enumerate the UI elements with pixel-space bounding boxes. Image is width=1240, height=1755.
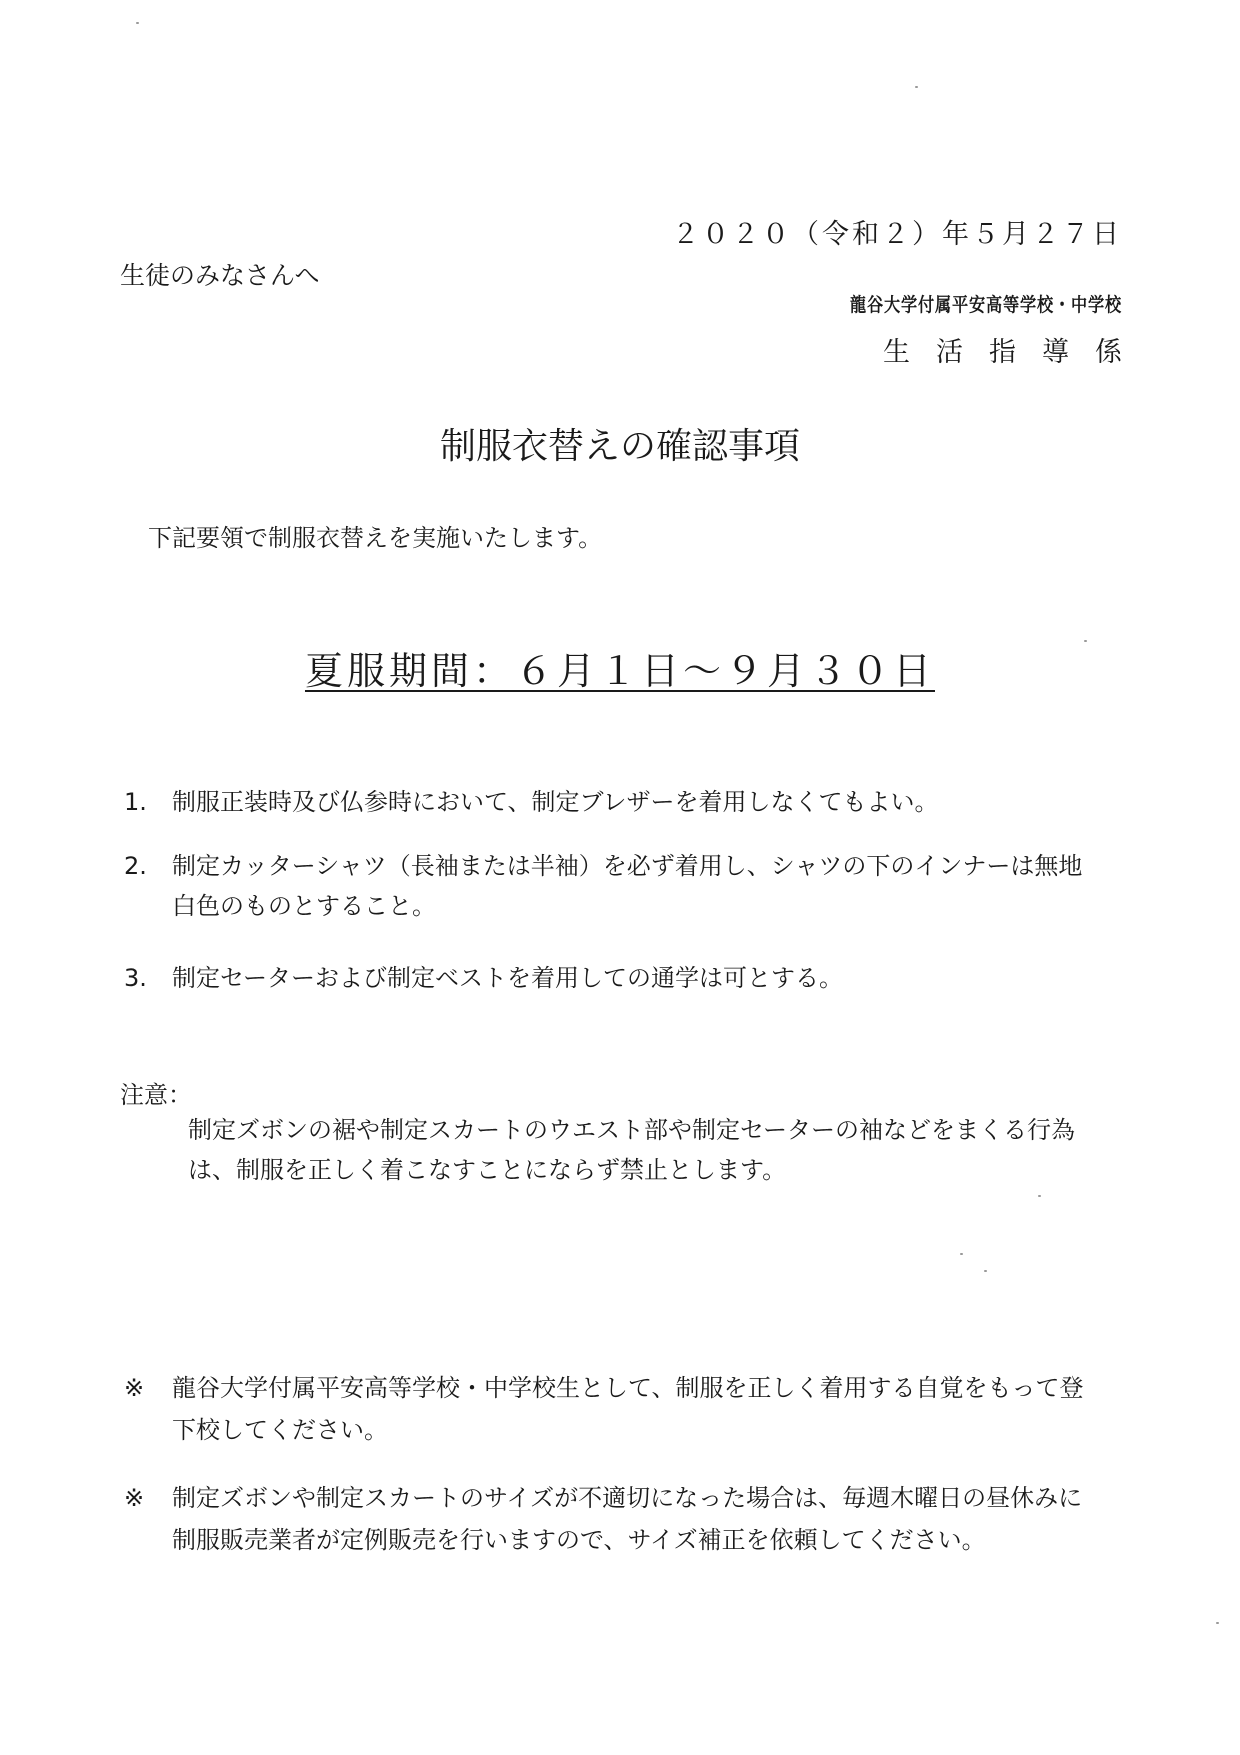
item-text-continued: 白色のものとすること。 xyxy=(172,892,436,920)
scan-speck xyxy=(960,1253,963,1255)
reference-mark: ※ xyxy=(124,1374,145,1402)
item-text: 制定セーターおよび制定ベストを着用しての通学は可とする。 xyxy=(172,964,844,992)
remark-text: 制定ズボンや制定スカートのサイズが不適切になった場合は、毎週木曜日の昼休みに xyxy=(172,1484,1083,1512)
list-item xyxy=(124,846,1124,926)
remark-text-continued: 制服販売業者が定例販売を行いますので、サイズ補正を依頼してください。 xyxy=(172,1526,986,1554)
intro-text: 下記要領で制服衣替えを実施いたします。 xyxy=(148,524,603,552)
scan-speck xyxy=(1038,1195,1041,1197)
scan-speck xyxy=(984,1270,987,1272)
item-text: 制服正装時及び仏参時において、制定ブレザーを着用しなくてもよい。 xyxy=(172,788,939,816)
note-line: 制定ズボンの裾や制定スカートのウエスト部や制定セーターの袖などをまくる行為 xyxy=(188,1116,1076,1144)
item-number: 2. xyxy=(124,852,147,880)
department: 生活指導係 xyxy=(883,337,1148,368)
remark-item xyxy=(124,1367,1124,1451)
note-body xyxy=(188,1110,1128,1190)
document-date: ２０２０（令和２）年５月２７日 xyxy=(672,219,1122,250)
list-item xyxy=(124,958,1124,998)
scan-speck xyxy=(136,22,139,24)
scan-speck xyxy=(1216,1622,1219,1624)
item-number: 3. xyxy=(124,964,147,992)
scan-speck xyxy=(1084,640,1087,642)
remark-item xyxy=(124,1477,1124,1561)
list-item xyxy=(124,782,1124,822)
document-title: 制服衣替えの確認事項 xyxy=(439,426,800,467)
school-name: 龍谷大学付属平安高等学校・中学校 xyxy=(849,294,1122,316)
remark-text: 龍谷大学付属平安高等学校・中学校生として、制服を正しく着用する自覚をもって登 xyxy=(172,1374,1084,1402)
scan-speck xyxy=(915,86,918,88)
item-text: 制定カッターシャツ（長袖または半袖）を必ず着用し、シャツの下のインナーは無地 xyxy=(172,852,1083,880)
summer-uniform-period xyxy=(0,640,1240,695)
remark-text-continued: 下校してください。 xyxy=(172,1416,388,1444)
note-label: 注意： xyxy=(120,1081,192,1109)
period-text: 夏服期間：６月１日～９月３０日 xyxy=(304,649,935,693)
reference-mark: ※ xyxy=(124,1484,145,1512)
note-line: は、制服を正しく着こなすことにならず禁止とします。 xyxy=(188,1156,787,1184)
recipient: 生徒のみなさんへ xyxy=(120,261,320,290)
item-number: 1. xyxy=(124,788,147,816)
